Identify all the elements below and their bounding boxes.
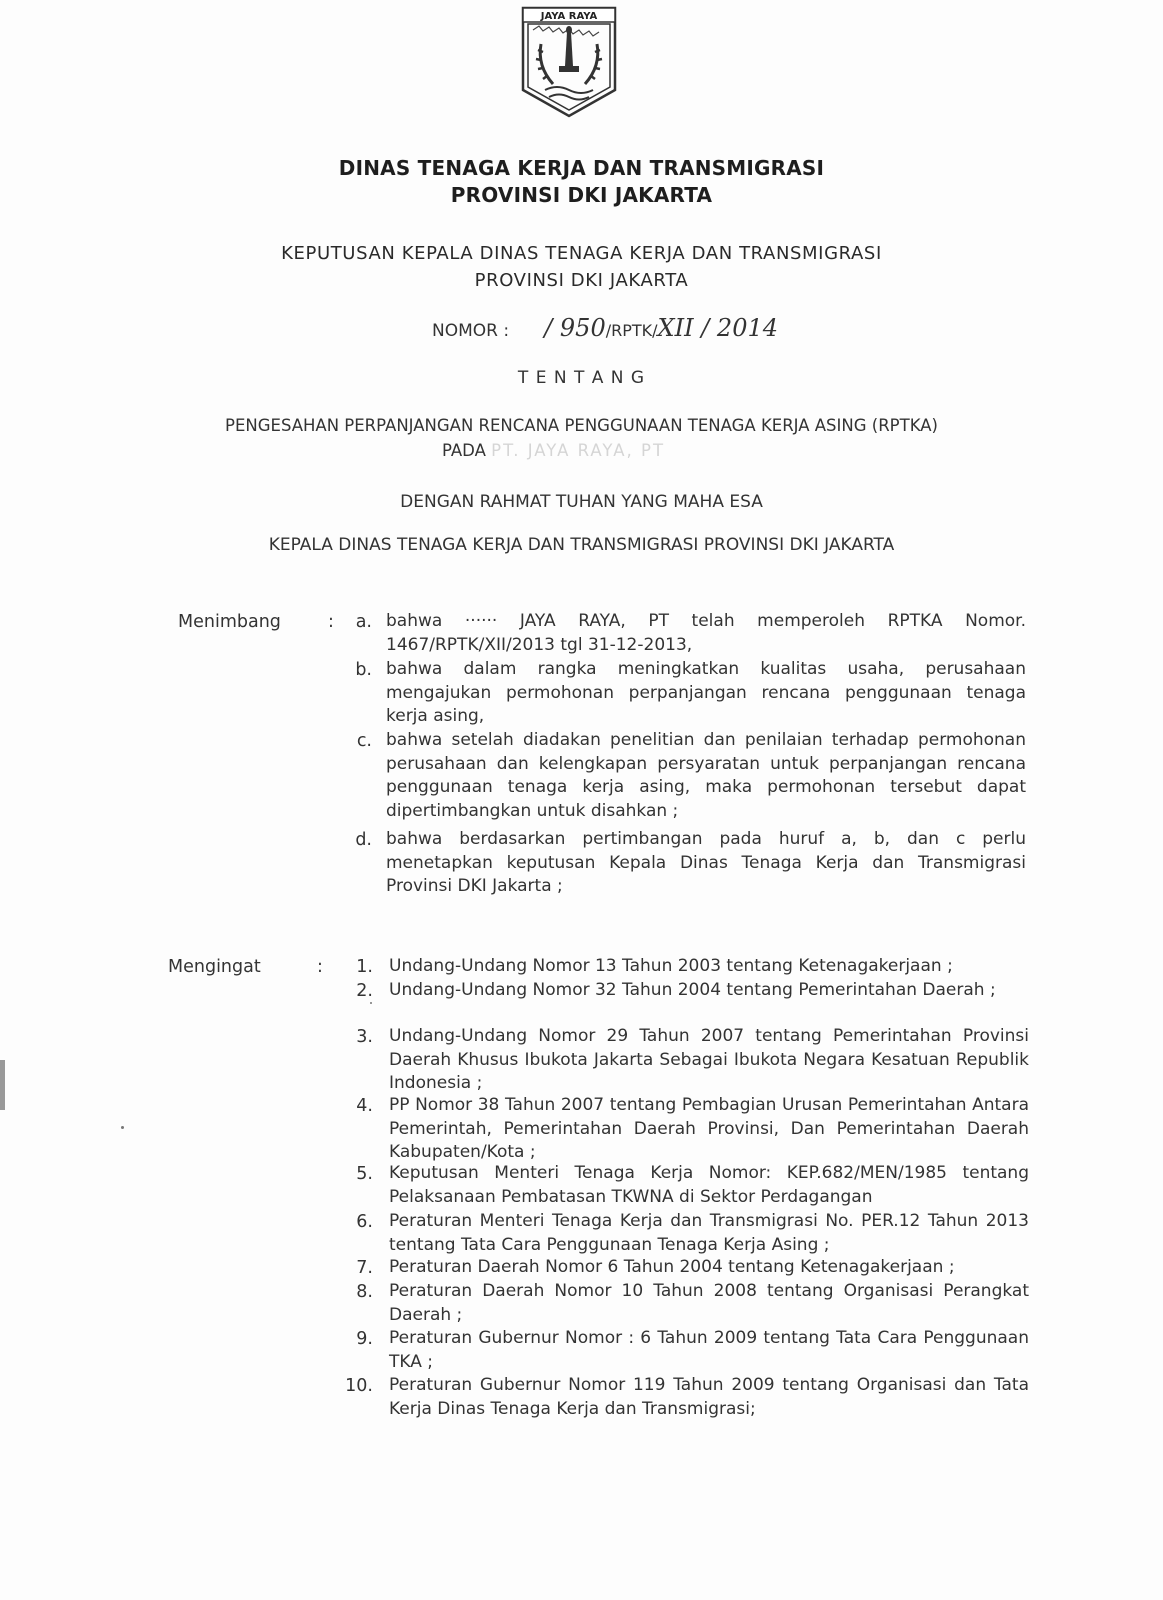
emblem-motto: JAYA RAYA <box>540 11 598 22</box>
nomor-printed-code: /RPTK/ <box>605 321 658 340</box>
mengingat-mark-8: 8. <box>356 1282 373 1302</box>
scan-speck <box>370 1002 372 1004</box>
mengingat-mark-10: 10. <box>345 1376 373 1396</box>
mengingat-colon: : <box>317 957 323 977</box>
mengingat-item-8: Peraturan Daerah Nomor 10 Tahun 2008 tentang Organisasi Perangkat Daerah ; <box>389 1281 1029 1325</box>
decree-title-province: PROVINSI DKI JAKARTA <box>474 270 689 291</box>
menimbang-mark-d: d. <box>355 830 372 850</box>
mengingat-mark-9: 9. <box>356 1329 373 1349</box>
mengingat-item-9: Peraturan Gubernur Nomor : 6 Tahun 2009 tentang Tata Cara Penggunaan TKA ; <box>389 1328 1029 1372</box>
mengingat-mark-1: 1. <box>356 957 373 977</box>
mengingat-label: Mengingat <box>168 957 261 977</box>
mengingat-item-10: Peraturan Gubernur Nomor 119 Tahun 2009 tentang Organisasi dan Tata Kerja Dinas Tenaga Kerja dan Transmigrasi; <box>389 1375 1029 1419</box>
mengingat-item-4: PP Nomor 38 Tahun 2007 tentang Pembagian Urusan Pemerintahan Antara Pemerintah, Pemerintahan Daerah Provinsi, Dan Pemerintahan Daerah Kabupaten/Kota ; <box>389 1095 1029 1162</box>
menimbang-mark-a: a. <box>355 612 372 632</box>
nomor-handwritten-date: XII / 2014 <box>657 314 778 342</box>
kepala-line: KEPALA DINAS TENAGA KERJA DAN TRANSMIGRASI PROVINSI DKI JAKARTA <box>268 535 895 555</box>
mengingat-mark-5: 5. <box>356 1164 373 1184</box>
mengingat-mark-2: 2. <box>356 981 373 1001</box>
mengingat-mark-4: 4. <box>356 1096 373 1116</box>
jakarta-emblem <box>519 4 619 120</box>
menimbang-mark-b: b. <box>355 660 372 680</box>
menimbang-item-b: bahwa dalam rangka meningkatkan kualitas usaha, perusahaan mengajukan permohonan perpanjangan rencana penggunaan tenaga kerja asing, <box>386 659 1026 726</box>
mengingat-mark-7: 7. <box>356 1258 373 1278</box>
mengingat-item-1: Undang-Undang Nomor 13 Tahun 2003 tentang Ketenagakerjaan ; <box>389 956 953 976</box>
agency-name: DINAS TENAGA KERJA DAN TRANSMIGRASI <box>338 156 825 180</box>
mengingat-mark-3: 3. <box>356 1027 373 1047</box>
decree-subject: PENGESAHAN PERPANJANGAN RENCANA PENGGUNAAN TENAGA KERJA ASING (RPTKA) <box>225 416 938 435</box>
menimbang-item-c: bahwa setelah diadakan penelitian dan penilaian terhadap permohonan perusahaan dan kelengkapan persyaratan untuk perpanjangan rencana penggunaan tenaga kerja asing, maka permohonan tersebut dapat dipertimbangkan untuk disahkan ; <box>386 730 1026 821</box>
nomor-handwritten-number: / 950 <box>544 314 606 342</box>
mengingat-item-7: Peraturan Daerah Nomor 6 Tahun 2004 tentang Ketenagakerjaan ; <box>389 1257 955 1277</box>
scan-edge-mark <box>0 1060 5 1110</box>
decree-number <box>432 314 832 342</box>
agency-province: PROVINSI DKI JAKARTA <box>450 183 713 207</box>
nomor-label: NOMOR : <box>432 321 510 341</box>
scan-speck <box>121 1126 124 1129</box>
menimbang-mark-c: c. <box>356 731 372 751</box>
subject-prefix: PADA <box>442 441 486 460</box>
mengingat-item-2: Undang-Undang Nomor 32 Tahun 2004 tentang Pemerintahan Daerah ; <box>389 980 996 1000</box>
menimbang-colon: : <box>328 612 334 632</box>
menimbang-label: Menimbang <box>178 612 281 632</box>
rahmat-line: DENGAN RAHMAT TUHAN YANG MAHA ESA <box>400 492 763 512</box>
mengingat-item-5: Keputusan Menteri Tenaga Kerja Nomor: KEP.682/MEN/1985 tentang Pelaksanaan Pembatasan TKWNA di Sektor Perdagangan <box>389 1163 1029 1207</box>
tentang-heading: T E N T A N G <box>517 368 646 388</box>
menimbang-item-d: bahwa berdasarkan pertimbangan pada huruf a, b, dan c perlu menetapkan keputusan Kepala Dinas Tenaga Kerja dan Transmigrasi Provinsi DKI Jakarta ; <box>386 829 1026 896</box>
mengingat-item-3: Undang-Undang Nomor 29 Tahun 2007 tentang Pemerintahan Provinsi Daerah Khusus Ibukota Jakarta Sebagai Ibukota Negara Kesatuan Republik Indonesia ; <box>389 1026 1029 1093</box>
decree-title: KEPUTUSAN KEPALA DINAS TENAGA KERJA DAN TRANSMIGRASI <box>281 243 882 264</box>
redacted-company-name: PT. JAYA RAYA, PT <box>491 441 666 460</box>
mengingat-item-6: Peraturan Menteri Tenaga Kerja dan Transmigrasi No. PER.12 Tahun 2013 tentang Tata Cara Penggunaan Tenaga Kerja Asing ; <box>389 1211 1029 1255</box>
menimbang-item-a: bahwa ······ JAYA RAYA, PT telah memperoleh RPTKA Nomor. 1467/RPTK/XII/2013 tgl 31-12-2013, <box>386 611 1026 655</box>
decree-subject-company <box>442 441 665 460</box>
mengingat-mark-6: 6. <box>356 1212 373 1232</box>
